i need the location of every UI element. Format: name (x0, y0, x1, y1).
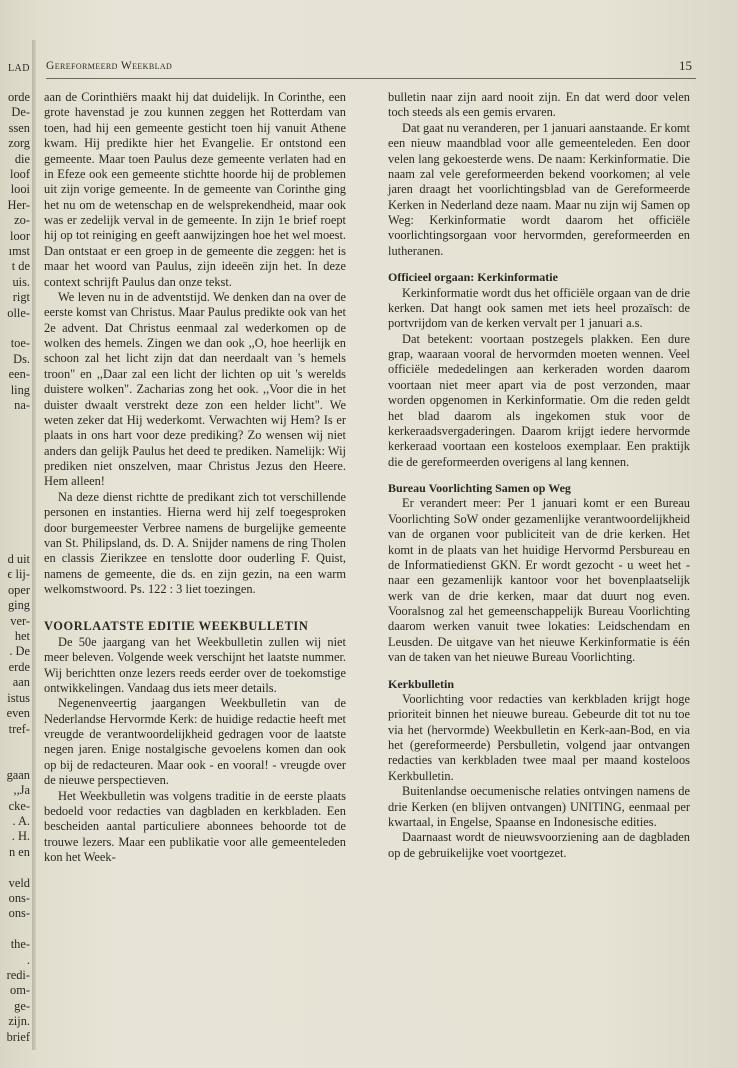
previous-page-line: gaan (6, 767, 30, 782)
previous-page-line: ons- (8, 906, 30, 921)
paragraph: Buitenlandse oecumenische relaties ontvingen namens de drie Kerken (en blijven ontvangen) UNITING, eenmaal per kwartaal, in Engelse, Spaanse en Indonesische edities. (388, 784, 690, 829)
previous-page-line (0, 444, 30, 459)
previous-page-line (0, 321, 30, 336)
previous-page-line: olle- (7, 305, 30, 320)
previous-page-line: Ds. (13, 351, 30, 366)
previous-page-line: die (14, 151, 30, 166)
left-column (44, 90, 346, 865)
previous-page-line: erde (8, 659, 30, 674)
paragraph: De 50e jaargang van het Weekbulletin zullen wij niet meer beleven. Volgende week verschijnt het laatste nummer. Wij berichtten onze lezers reeds eerder over de toekomstige ontwikkelingen. Vandaag dus iets meer details. (44, 634, 346, 695)
previous-page-line: rigt (12, 290, 30, 305)
previous-page-line: ımst (8, 244, 30, 259)
previous-page-line: the- (10, 937, 30, 952)
previous-page-line (0, 521, 30, 536)
previous-page-line (0, 737, 30, 752)
previous-page-line: na- (14, 398, 30, 413)
subheading: Kerkbulletin (388, 676, 455, 691)
previous-page-line (0, 490, 30, 505)
previous-page-line: het (14, 629, 30, 644)
previous-page-line: ons- (8, 890, 30, 905)
paragraph: Daarnaast wordt de nieuwsvoorziening aan de dagbladen op de gebruikelijke voet voortgezet. (388, 830, 690, 860)
previous-page-line (0, 460, 30, 475)
previous-page-line (0, 752, 30, 767)
paragraph: Na deze dienst richtte de predikant zich tot verschillende personen en instanties. Hierna werd hij zelf toegesproken door burgemeester Verbree namens de burgelijke gemeente van St. Philipsland, ds. D. A. Snijder namens de ring Tholen en classis Zierikzee en tenslotte door ouderling F. Quist, namens de gemeente, die ds. en zijn gezin, na een warm welkomstwoord. Ps. 122 : 3 liet toezingen. (44, 489, 346, 596)
paragraph: Het Weekbulletin was volgens traditie in de eerste plaats bedoeld voor redacties van dagbladen en kerkbladen. Een bescheiden aantal particuliere abonnees behoorde tot de trouwe lezers. Maar een publikatie voor alle gemeenteleden kon het Week- (44, 788, 346, 864)
previous-page-line (0, 475, 30, 490)
previous-page-line: toe- (10, 336, 30, 351)
paragraph: Dat gaat nu veranderen, per 1 januari aanstaande. Er komt een nieuw maandblad voor alle gemeenteleden. Een door velen lang gekoesterde wens. De naam: Kerkinformatie. Die naam zal vele gereformeerden bekend voorkomen; al vele jaren draagt het voorlichtingsblad van de Gereformeerde Kerken in Nederland deze naam. Maar nu zijn wij Samen op Weg: Kerkinformatie wordt daarom het officiële voorlichtingsorgaan voor hervormden, gereformeerden en lutheranen. (388, 120, 690, 258)
previous-page-line: orde (7, 90, 30, 104)
previous-page-line: tref- (8, 721, 30, 736)
previous-page-line: . De (9, 644, 30, 659)
paragraph: Negenenveertig jaargangen Weekbulletin van de Nederlandse Hervormde Kerk: de huidige redactie heeft met vreugde de verantwoordelijkheid gedragen voor de laatste negen jaren. Enige nostalgische gevoelens komen dan ook op bij de redacteuren. Maar ook - en vooral! - vreugde over de nieuwe perspectieven. (44, 696, 346, 788)
previous-page-line: t de (11, 259, 30, 274)
previous-page-text-fragments (0, 90, 30, 1045)
previous-page-line: Her- (7, 197, 30, 212)
previous-page-line: ϵ lij- (7, 567, 30, 582)
binding-gutter (32, 40, 36, 1050)
previous-page-line: De- (11, 105, 30, 120)
previous-page-line: ging (7, 598, 30, 613)
previous-page-line: . (26, 952, 30, 967)
previous-page-line (0, 506, 30, 521)
subheading: Bureau Voorlichting Samen op Weg (388, 481, 571, 495)
previous-page-line: d uit (7, 552, 30, 567)
previous-page-line: looi (10, 182, 30, 197)
previous-page-line (0, 922, 30, 937)
previous-page-line: aan (12, 675, 30, 690)
previous-page-line (0, 429, 30, 444)
previous-page-line: loor (10, 228, 30, 243)
previous-page-line (0, 537, 30, 552)
page-number: 15 (679, 58, 692, 73)
previous-page-line: veld (8, 875, 30, 890)
previous-page-line: n en (9, 844, 30, 859)
previous-page-line: een- (8, 367, 30, 382)
running-title: Gereformeerd Weekblad (46, 60, 173, 72)
paragraph: We leven nu in de adventstijd. We denken dan na over de eerste komst van Christus. Maar Paulus predikte ook van het 2e advent. Dat Christus eenmaal zal wederkomen op de wolken des hemels. Zingen we dan ook ,,O, hoe heerlijk en schoon zal het licht zijn dat dan neerdaalt van 's hemels troon" en ,,Daar zal een licht der lichten op uit 's werelds duistere wolken". Zacharias zong het ook. ,,Voor die in het duister dwaalt verstrekt deze zon een helder licht". We weten zeker dat Hij wederkomt. Verwachten wij Hem? Is er plaats in ons hart voor deze prediking? Zo wensen wij niet anders dan gelijk Paulus het deed te prediken. Namelijk: Wij prediken niet onszelven, maar Christus Jezus den Heere. Hem alleen! (44, 289, 346, 489)
previous-page-line: cke- (8, 798, 30, 813)
previous-page-line: om- (10, 983, 30, 998)
previous-page-line: oper (7, 582, 30, 597)
previous-page-header-fragment: LAD (7, 63, 30, 74)
paragraph: Dat betekent: voortaan postzegels plakken. Een dure grap, waaraan vooral de hervormden moeten wennen. Veel officiële mededelingen aan kerkeraden worden daarom voortaan niet meer apart via de post verzonden, maar worden opgenomen in Kerkinformatie. Om die reden geldt het blad daarom als ingekomen stuk voor de kerkeraadsvergaderingen. Daarom krijgt iedere hervormde kerkeraad voortaan een kosteloos exemplaar. Een praktijk die de gereformeerden overigens al lang kennen. (388, 331, 690, 469)
previous-page-line: ling (10, 382, 30, 397)
paragraph: Er verandert meer: Per 1 januari komt er een Bureau Voorlichting SoW onder gezamenlijke verantwoordelijkheid van de organen voor publiciteit van de drie kerken. Het komt in de plaats van het huidige Hervormd Persbureau en de Informatiedienst GKN. Er wordt gezocht - u weet het - naar een gezamenlijk kantoor voor het bovenplaatselijk werk van de drie kerken, maar dat duurt nog even. Vooralsnog zal het gemeenschappelijk Bureau Voorlichting daarom werken vanuit twee lokaties: Leidschendam en Leusden. De uitgave van het nieuwe Kerkinformatie is één van de taken van het nieuwe Bureau Voorlichting. (388, 496, 690, 665)
previous-page-line: brief (6, 1029, 30, 1044)
previous-page-line: zorg (8, 136, 30, 151)
previous-page-line: redi- (6, 967, 30, 982)
previous-page-line: ver- (10, 613, 30, 628)
previous-page-line: ,,Ja (13, 783, 30, 798)
previous-page-line: ssen (8, 120, 30, 135)
previous-page-line: zo- (14, 213, 30, 228)
previous-page-line (0, 414, 30, 429)
right-column (388, 90, 690, 861)
paragraph: bulletin naar zijn aard nooit zijn. En dat werd door velen toch steeds als een gemis ervaren. (388, 90, 690, 120)
previous-page-line: even (6, 706, 30, 721)
previous-page-line: istus (7, 690, 30, 705)
previous-page-bleed (0, 56, 30, 1046)
previous-page-line (0, 860, 30, 875)
previous-page-line: loof (10, 167, 30, 182)
previous-page-line: uis. (12, 274, 30, 289)
previous-page-line: zijn. (8, 1014, 30, 1029)
paragraph: Voorlichting voor redacties van kerkbladen krijgt hoge prioriteit binnen het nieuwe bureau. Gebeurde dit tot nu toe via het (hervormde) Weekbulletin en Kerk-aan-Bod, en via het (gereformeerde) Persbulletin, volgend jaar ontvangen redacties van kerkbladen twee maal per maand kosteloos Kerkbulletin. (388, 691, 690, 783)
running-header (46, 60, 696, 79)
section-heading: VOORLAATSTE EDITIE WEEKBULLETIN (44, 619, 309, 634)
previous-page-line: ge- (14, 998, 30, 1013)
previous-page-line: . H. (11, 829, 30, 844)
previous-page-line: . A. (12, 813, 30, 828)
subheading: Officieel orgaan: Kerkinformatie (388, 270, 558, 285)
paragraph: Kerkinformatie wordt dus het officiële orgaan van de drie kerken. Dat hangt ook samen met iets heel prozaïsch: de portvrijdom van de kerken vervalt per 1 januari a.s. (388, 285, 690, 331)
paragraph: aan de Corinthiërs maakt hij dat duidelijk. In Corinthe, een grote havenstad je zou kunnen zeggen het Rotterdam van toen, had hij een gemeente gesticht toen hij vanuit Athene kwam. Hij predikte hier het Evangelie. Er ontstond een gemeente. Maar toen Paulus deze gemeente verlaten had en in Efeze ook een gemeente stichtte hoorde hij de problemen uit zijn vorige gemeente. In de gemeente van Corinthe ging het nu om de wetenschap en de welsprekendheid, maar ook was er zedelijk verval in de gemeente. In zijn 1e brief roept hij op tot reiniging en geeft aanwijzingen hoe het wel moest. Dan ontstaat er een groep in de gemeente die zeggen: het is maar het woord van Paulus, zijn ideeën zijn het. In deze context schrijft Paulus dan onze tekst. (44, 90, 346, 289)
